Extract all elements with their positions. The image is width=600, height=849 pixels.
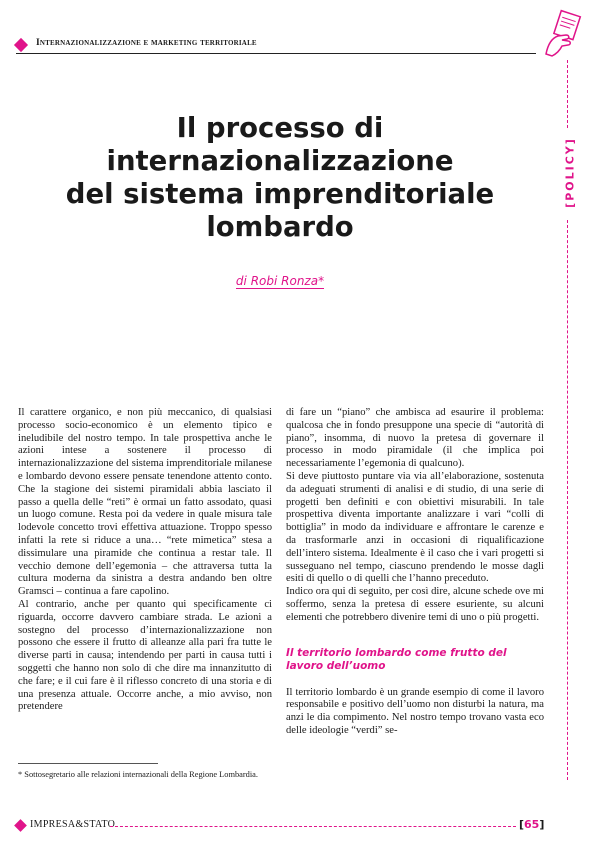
paragraph: di fare un “piano” che ambisca ad esaurire il problema: qualcosa che in fondo presuppone una specie di “autorità di piano”, insomma, di nuovo la pretesa di governare il processo in modo piramidale (il che implica poi necessariamente l’egemonia di qualcuno). <box>286 407 544 470</box>
paragraph: Si deve piuttosto puntare via via all’elaborazione, sostenuta da adeguati strumenti di analisi e di studio, di una serie di progetti ben definiti e con obiettivi misurabili. In tale prospettiva diventa importante analizzare i vari “colli di bottiglia” in modo da individuare e affrontare le carenze e da trasformarle anzi in occasioni di riqualificazione dell’intero sistema. Idealmente è il caso che i vari progetti si susseguano nel tempo, ciascuno prendendo le mosse dagli esiti di quello o di quelli che l’hanno preceduto. <box>286 470 544 585</box>
author-byline <box>20 274 540 288</box>
bracket-open: [ <box>519 818 525 831</box>
left-column <box>18 407 272 714</box>
section-rubric: Internazionalizzazione e marketing territoriale <box>36 38 257 48</box>
author-name: di Robi Ronza* <box>235 274 325 288</box>
diamond-icon <box>14 38 28 52</box>
magazine-brand: IMPRESA&STATO <box>30 819 116 830</box>
bracket-close: ] <box>539 818 545 831</box>
title-line: internazionalizzazione <box>106 145 454 177</box>
paragraph: Indico ora qui di seguito, per così dire, alcune schede ove mi soffermo, senza la pretesa di essere esuriente, su alcuni elementi che potrebbero divenire temi di uno o più progetti. <box>286 586 544 623</box>
paragraph: Al contrario, anche per quanto qui specificamente ci riguarda, occorre davvero cambiare strada. Le azioni a sostegno del processo d’internazionalizzazione non possono che essere il frutto di alleanze alla pari fra tutte le diverse parti in causa; intendendo per parti in causa tutti i soggetti che hanno non solo di che dire ma innanzitutto di che fare; e il cui fare è il riflesso concreto di una storia e di una presenza attuale. Occorre anche, a mio avviso, non pretendere <box>18 598 272 713</box>
footer-dash-rule <box>110 826 516 827</box>
title-line: del sistema imprenditoriale <box>65 178 495 210</box>
paragraph: Il territorio lombardo è un grande esempio di come il lavoro responsabile e positivo dell’uomo non disturbi la natura, ma anzi le dia compimento. Nel nostro tempo trovano vasta eco delle ideologie “verdi” se- <box>286 686 544 736</box>
policy-side-label: [POLICY] <box>563 137 577 208</box>
page-footer <box>16 819 546 833</box>
section-heading: Il territorio lombardo come frutto del lavoro dell’uomo <box>286 646 507 672</box>
side-dash-bottom <box>567 220 568 780</box>
hand-with-card-icon <box>540 8 586 58</box>
right-column <box>286 407 544 738</box>
title-line: lombardo <box>206 211 354 243</box>
paragraph: Il carattere organico, e non più meccanico, di qualsiasi processo socio-economico è un elemento tipico e ineludibile del nostro tempo. In tale prospettiva anche le azioni intese a sostenere il processo di internazionalizzazione del sistema imprenditoriale milanese e lombardo devono essere pensate tenendone attento conto. Che la stagione dei sistemi piramidali abbia lasciato il passo a quella delle “reti” è ormai un fatto assodato, quasi un luogo comune. Resta poi da vedere in quale misura tale lodevole concetto trovi effettiva attuazione. Troppo spesso infatti la rete si riduce a una… “rete mimetica” stesa a dissimulare una piramide che continua a restar tale. Il vecchio demone dell’egemonia – che attraversa tutta la cultura moderna da sinistra a destra andando ben oltre Gramsci – continua a fare capolino. <box>18 407 272 598</box>
title-line: Il processo di <box>176 112 384 144</box>
footnote-rule <box>18 763 158 764</box>
footnote: * Sottosegretario alle relazioni internazionali della Regione Lombardia. <box>18 770 258 779</box>
page-number-value: 65 <box>524 818 540 831</box>
diamond-icon <box>14 819 27 832</box>
page-number <box>519 818 544 831</box>
section-header <box>16 40 536 56</box>
header-rule <box>16 53 536 54</box>
article-title <box>20 112 540 244</box>
side-dash-top <box>567 60 568 128</box>
